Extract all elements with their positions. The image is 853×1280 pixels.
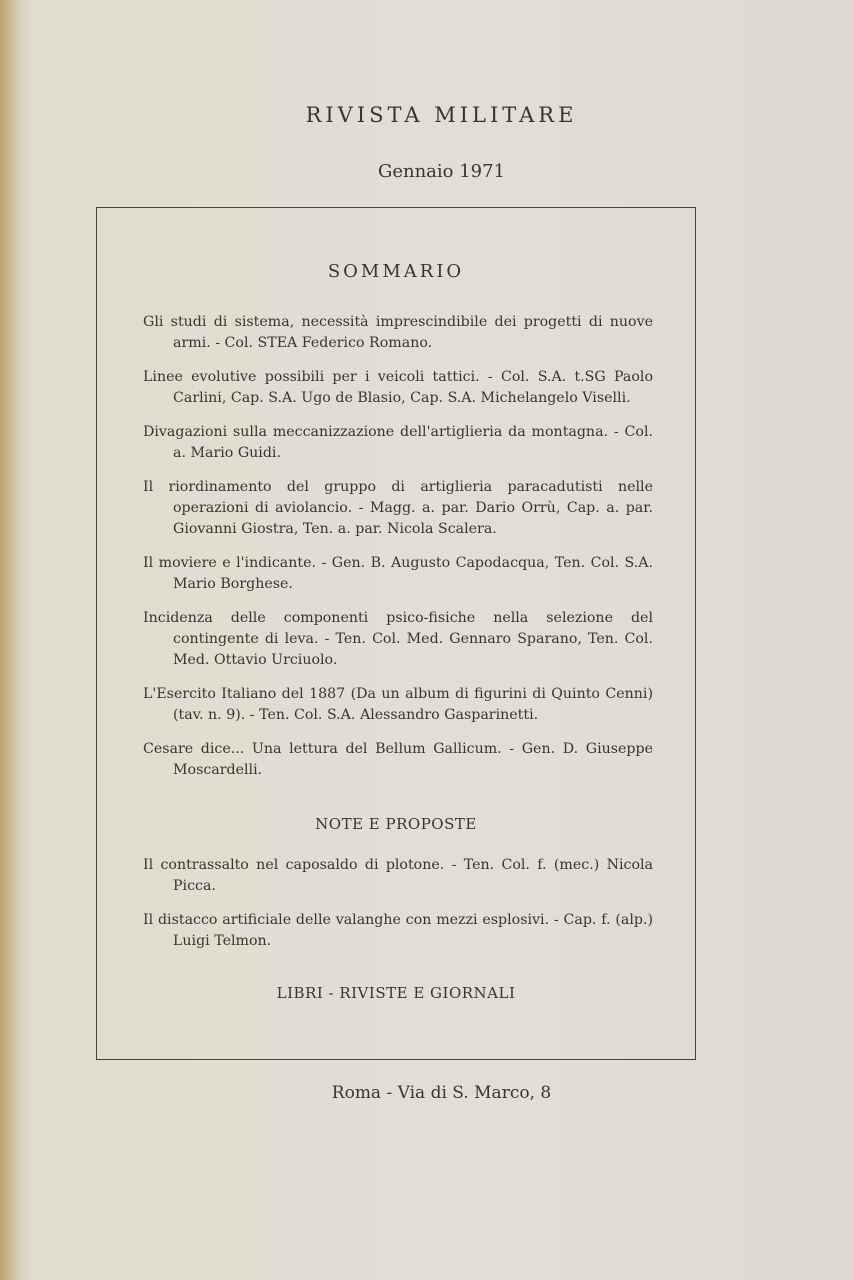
sommario-list xyxy=(143,312,653,794)
sommario-heading: SOMMARIO xyxy=(327,261,465,282)
toc-entry: Linee evolutive possibili per i veicoli tattici. - Col. S.A. t.SG Paolo Carlini, Cap. S.A. Ugo de Blasio, Cap. S.A. Michelangelo Viselli. xyxy=(143,369,653,406)
note-e-proposte-heading: NOTE E PROPOSTE xyxy=(315,815,477,833)
toc-entry: Cesare dice... Una lettura del Bellum Gallicum. - Gen. D. Giuseppe Moscardelli. xyxy=(143,741,653,778)
toc-entry: L'Esercito Italiano del 1887 (Da un album di figurini di Quinto Cenni) (tav. n. 9). - Ten. Col. S.A. Alessandro Gasparinetti. xyxy=(143,686,653,723)
toc-entry: Il riordinamento del gruppo di artiglieria paracadutisti nelle operazioni di aviolancio. - Magg. a. par. Dario Orrù, Cap. a. par. Giovanni Giostra, Ten. a. par. Nicola Scalera. xyxy=(143,479,653,537)
toc-entry: Divagazioni sulla meccanizzazione dell'artiglieria da montagna. - Col. a. Mario Guidi. xyxy=(143,424,653,461)
toc-entry: Gli studi di sistema, necessità imprescindibile dei progetti di nuove armi. - Col. STEA Federico Romano. xyxy=(143,314,653,351)
toc-entry: Il contrassalto nel caposaldo di plotone. - Ten. Col. f. (mec.) Nicola Picca. xyxy=(143,857,653,894)
toc-entry: Incidenza delle componenti psico-fisiche nella selezione del contingente di leva. - Ten. Col. Med. Gennaro Sparano, Ten. Col. Med. Ottavio Urciuolo. xyxy=(143,610,653,668)
libri-heading: LIBRI - RIVISTE E GIORNALI xyxy=(276,984,516,1002)
publisher-address: Roma - Via di S. Marco, 8 xyxy=(331,1083,552,1103)
toc-entry: Il distacco artificiale delle valanghe con mezzi esplosivi. - Cap. f. (alp.) Luigi Telmon. xyxy=(143,912,653,949)
toc-entry: Il moviere e l'indicante. - Gen. B. Augusto Capodacqua, Ten. Col. S.A. Mario Borghese. xyxy=(143,555,653,592)
journal-title: RIVISTA MILITARE xyxy=(305,103,578,127)
note-list xyxy=(143,855,653,965)
issue-date: Gennaio 1971 xyxy=(377,161,506,182)
